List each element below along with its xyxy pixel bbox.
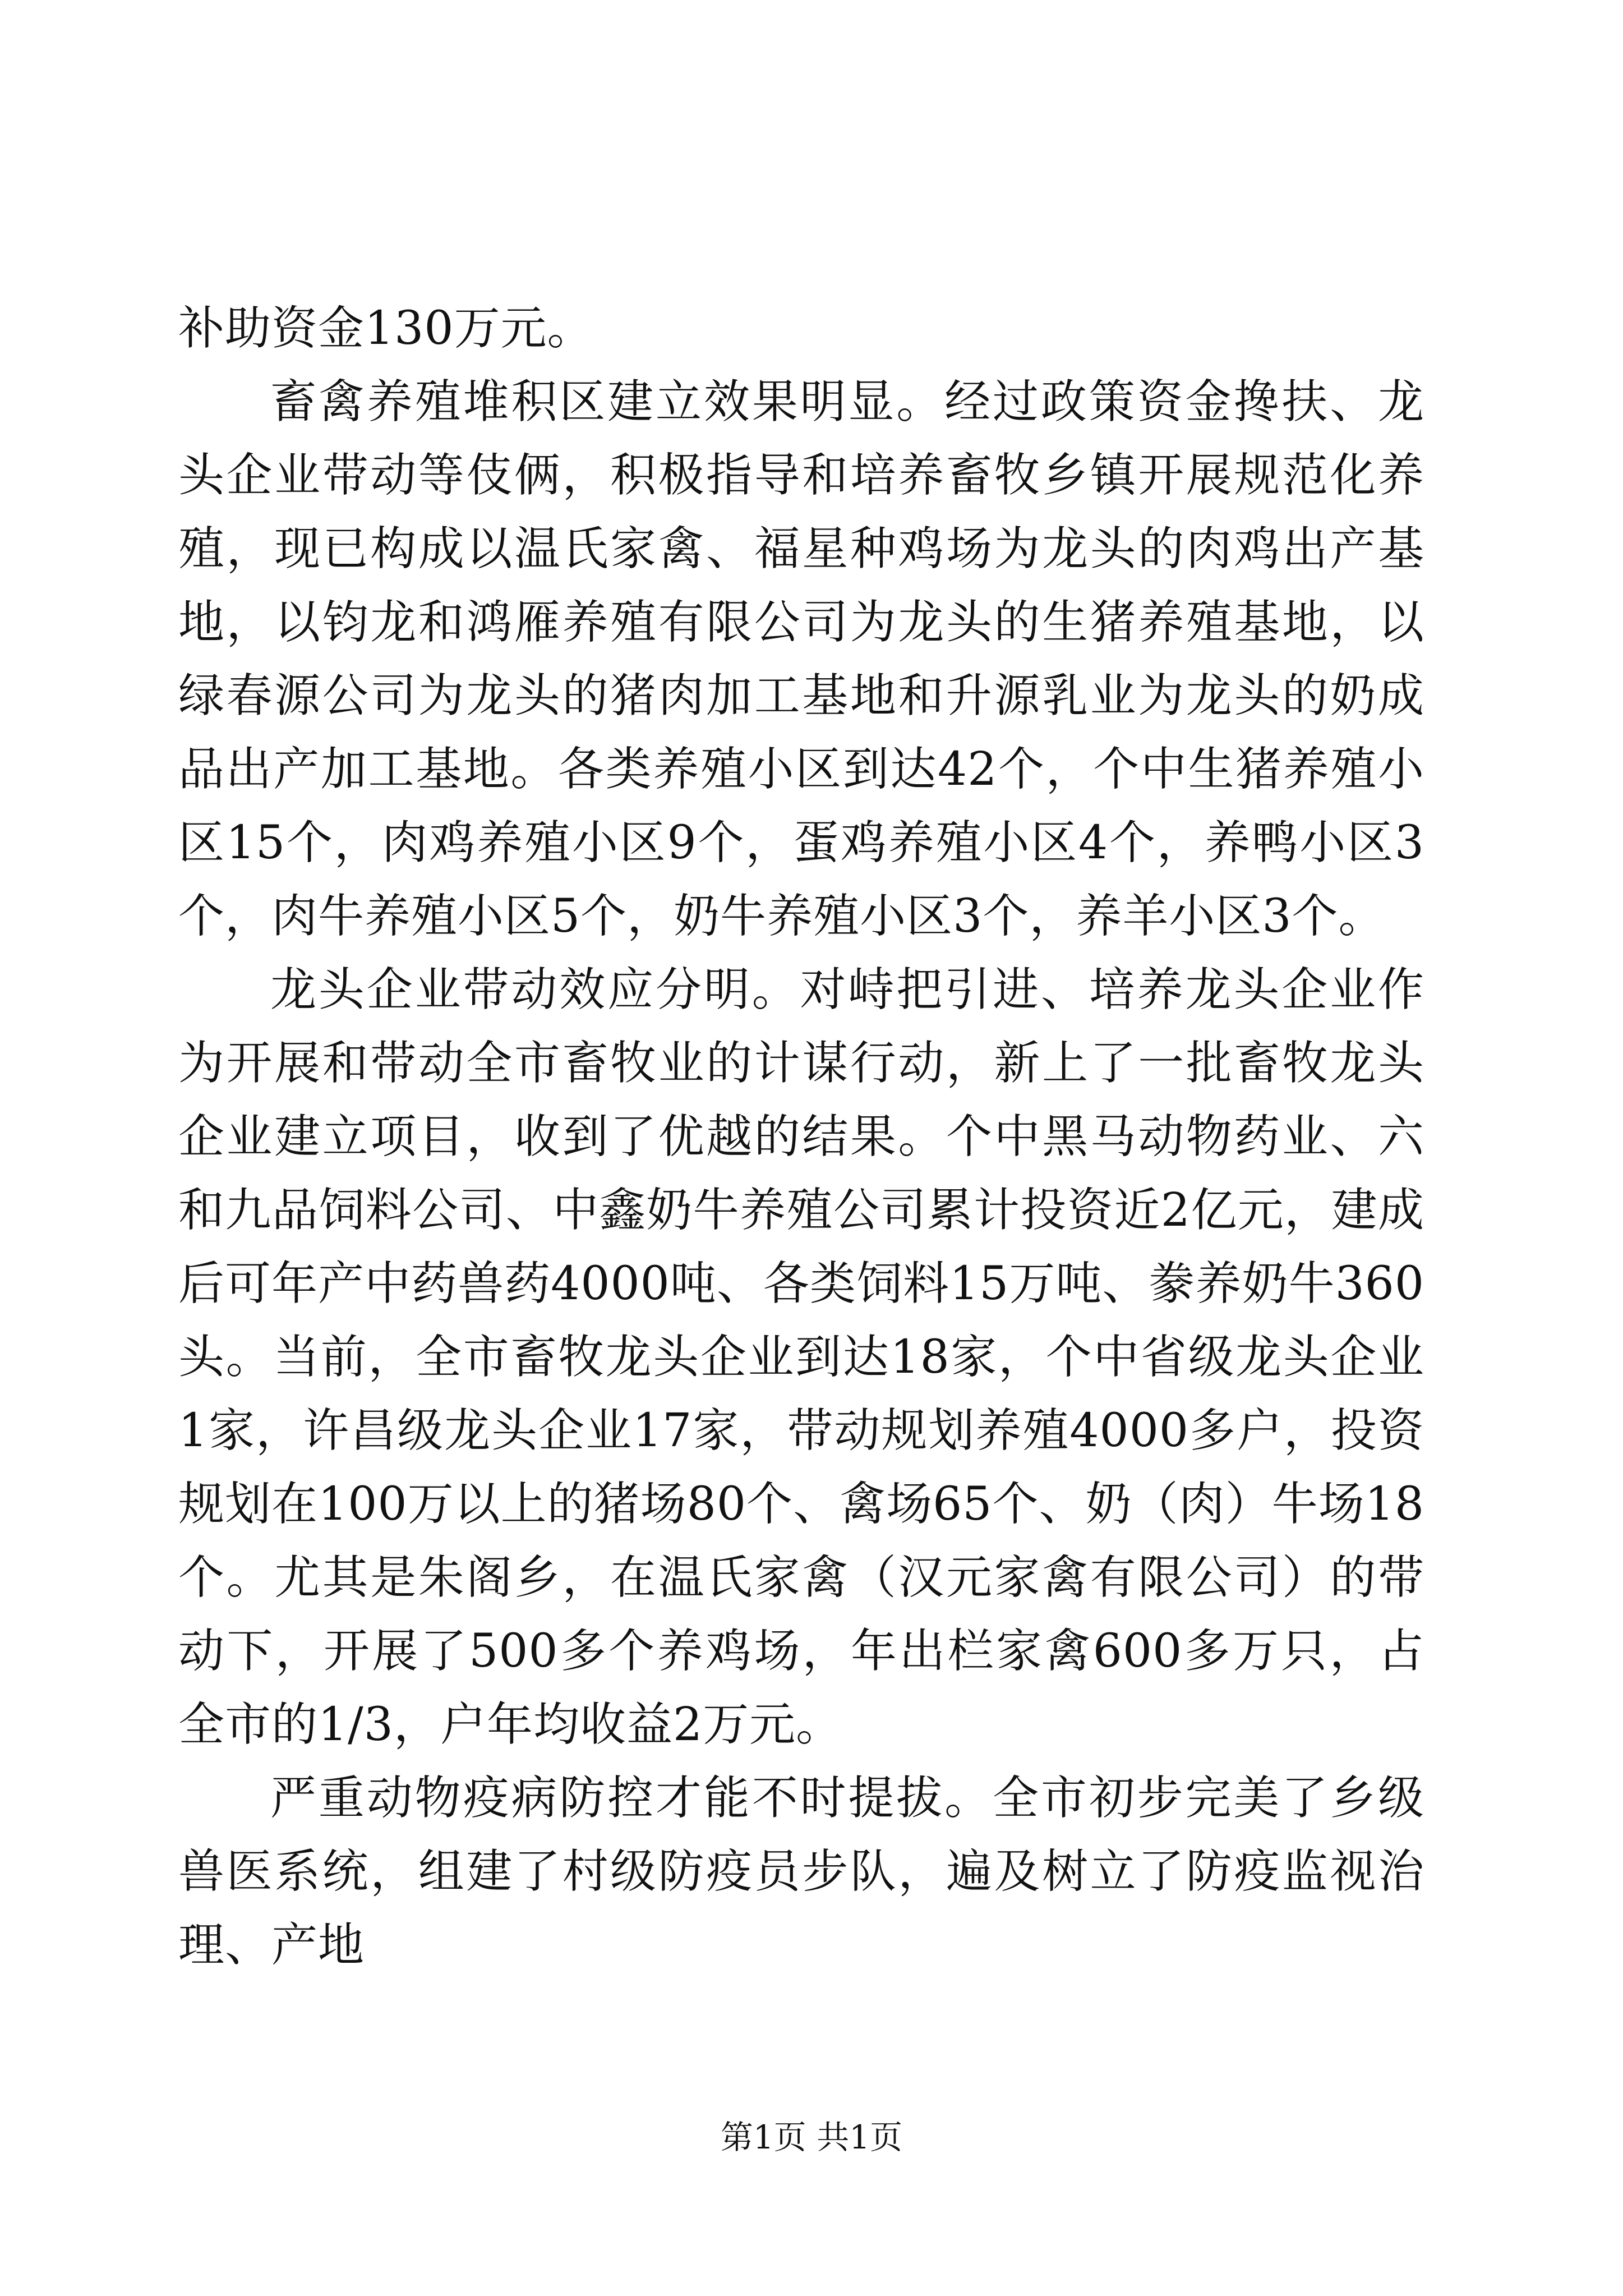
paragraph-2: 畜禽养殖堆积区建立效果明显。经过政策资金搀扶、龙头企业带动等伎俩，积极指导和培养畜牧乡镇开展规范化养殖，现已构成以温氏家禽、福星种鸡场为龙头的肉鸡出产基地，以钧龙和鸿雁养殖有限公司为龙头的生猪养殖基地，以绿春源公司为龙头的猪肉加工基地和升源乳业为龙头的奶成品出产加工基地。各类养殖小区到达42个，个中生猪养殖小区15个，肉鸡养殖小区9个，蛋鸡养殖小区4个，养鸭小区3个，肉牛养殖小区5个，奶牛养殖小区3个，养羊小区3个。	[178, 375, 1424, 943]
document-body	[178, 292, 1424, 1982]
paragraph-4: 严重动物疫病防控才能不时提拔。全市初步完美了乡级兽医系统，组建了村级防疫员步队，遍及树立了防疫监视治理、产地	[178, 1772, 1424, 1972]
page-footer: 第1页 共1页	[720, 2118, 903, 2156]
paragraph-3: 龙头企业带动效应分明。对峙把引进、培养龙头企业作为开展和带动全市畜牧业的计谋行动，新上了一批畜牧龙头企业建立项目，收到了优越的结果。个中黑马动物药业、六和九品饲料公司、中鑫奶牛养殖公司累计投资近2亿元，建成后可年产中药兽药4000吨、各类饲料15万吨、豢养奶牛360头。当前，全市畜牧龙头企业到达18家，个中省级龙头企业1家，许昌级龙头企业17家，带动规划养殖4000多户，投资规划在100万以上的猪场80个、禽场65个、奶（肉）牛场18个。尤其是朱阁乡，在温氏家禽（汉元家禽有限公司）的带动下，开展了500多个养鸡场，年出栏家禽600多万只，占全市的1/3，户年均收益2万元。	[178, 963, 1424, 1751]
paragraph-1: 补助资金130万元。	[178, 302, 594, 355]
